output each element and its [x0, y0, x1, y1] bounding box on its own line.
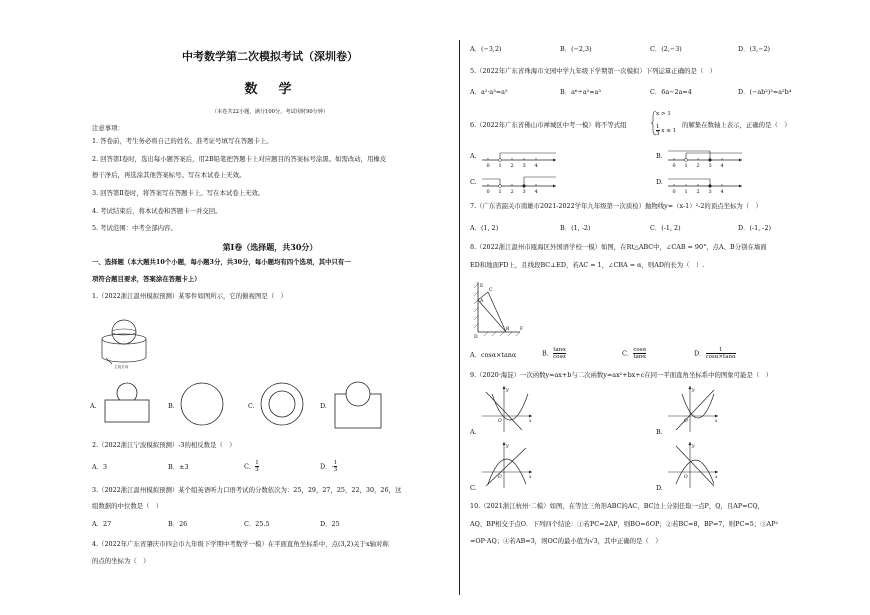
- q1-option-c[interactable]: C.: [248, 402, 255, 410]
- question-7-stem: 7.（广东省韶关市南雄市2021-2022学年九年级第一次质检）抛物线y=（x-1）²-2的顶点坐标为（ ）: [470, 202, 762, 210]
- q9-graph-a: [482, 386, 534, 434]
- tick-label: 4: [720, 189, 724, 195]
- label-a: A: [480, 299, 484, 304]
- tick-label: 0: [672, 163, 676, 169]
- q3-option-b[interactable]: B．26: [168, 520, 188, 528]
- fraction: [334, 460, 338, 473]
- note-item: 2. 回答第Ⅰ卷时，选出每小题答案后，用2B铅笔把答题卡上对应题目的答案标号涂黑。如需改动，用橡皮: [92, 155, 387, 163]
- axis-x-label: x: [529, 475, 532, 480]
- q2-option-c[interactable]: [244, 460, 259, 473]
- frac-num: 1: [333, 460, 338, 466]
- question-2-stem: 2.（2022浙江宁波模拟预测）-3的相反数是（ ）: [92, 441, 236, 449]
- tick-label: 3: [522, 163, 526, 169]
- q6-number-line-d: [668, 172, 744, 196]
- linear-graph: [676, 446, 714, 486]
- q8-option-c[interactable]: [622, 347, 646, 360]
- frac-den: 3: [656, 131, 660, 137]
- q1-option-a-figure: [102, 382, 152, 424]
- axis-x-label: x: [529, 419, 532, 424]
- q2-option-d[interactable]: [320, 460, 337, 473]
- question-10-stem-cont2: =OP·AQ；④若AB=3，则OC的最小值为√3，其中正确的是（ ）: [470, 537, 662, 545]
- question-8-stem-cont: ED和地面FD上，且线段BC⊥ED，若AC = 1，∠CBA = α，则AD的长为（ ）.: [470, 261, 705, 269]
- section-intro: 一、选择题（本大题共10个小题，每小题3分，共30分，每小题均有四个选项，其中只有一: [92, 258, 351, 266]
- frac-num: tanα: [553, 347, 566, 353]
- q8-wall-figure: [474, 278, 524, 338]
- exam-meta: （本卷共22小题，满分100分，考试用时90分钟）: [211, 109, 329, 115]
- label-b: B: [506, 327, 510, 332]
- q6-brace: [651, 110, 657, 136]
- axis-x-label: x: [715, 419, 718, 424]
- label-e: E: [480, 284, 484, 289]
- tick-label: 4: [534, 163, 538, 169]
- question-4-stem: 4.（2022年广东省肇庆市四会市九年级下学期中考数学一模）在平面直角坐标系中，点(3,2)关于x轴对称: [92, 540, 389, 548]
- q2-option-d-label: D．-: [320, 462, 334, 471]
- column-divider: [459, 40, 460, 595]
- frac-num: 1: [656, 124, 660, 130]
- tick-label: 2: [510, 163, 514, 169]
- question-6-stem: 6.（2022年广东省佛山市禅城区中考一模）将不等式组: [470, 121, 627, 129]
- fraction: [255, 460, 259, 473]
- tick-label: 2: [510, 189, 514, 195]
- label-c: C: [489, 288, 493, 293]
- axis-y-label: y: [506, 388, 509, 393]
- q6-option-a[interactable]: A.: [470, 152, 477, 160]
- tick-label: 1: [684, 189, 688, 195]
- origin-label: O: [684, 419, 688, 424]
- q4-option-a[interactable]: A．(−3,2): [470, 45, 502, 53]
- q9-graph-d: [668, 442, 720, 490]
- question-6-stem-cont: 的解集在数轴上表示，正确的是（ ）: [682, 121, 791, 129]
- q6-system-ineq: x ≤ 1: [661, 128, 677, 134]
- origin-label: O: [498, 419, 502, 424]
- q9-option-b[interactable]: B.: [656, 428, 663, 436]
- q6-system-line1: x > 1: [656, 111, 671, 117]
- q6-option-b[interactable]: B.: [656, 152, 663, 160]
- q6-system-line2: [656, 124, 676, 137]
- fraction: [553, 347, 566, 360]
- tick-label: 1: [684, 163, 688, 169]
- q3-option-d[interactable]: D．25: [320, 520, 340, 528]
- frac-den: cosα: [553, 354, 567, 360]
- q6-option-c[interactable]: C.: [470, 178, 477, 186]
- tick-label: 4: [534, 189, 538, 195]
- linear-graph: [486, 448, 526, 486]
- q6-number-line-b: [668, 146, 744, 170]
- exam-title: 中考数学第二次模拟考试（深圳卷）: [182, 50, 358, 63]
- frac-den: tanα: [633, 354, 647, 360]
- q5-option-b[interactable]: B．a⁶÷a²=a³: [560, 88, 601, 96]
- q9-graph-c: [482, 442, 534, 490]
- tick-label: 1: [498, 163, 502, 169]
- question-3-stem: 3.（2022浙江温州模拟预测）某个组英语听力口语考试的分数依次为：25，29，27，25，22，30，26，这: [92, 486, 402, 494]
- q3-option-c[interactable]: C．25.5: [244, 520, 270, 528]
- tick-label: 3: [708, 189, 712, 195]
- question-4-stem-cont: 的点的坐标为（ ）: [92, 557, 150, 565]
- question-10-stem-cont: AQ、BP相交于点O．下列四个结论：①若PC=2AP，则BO=6OP；②若BC=8，BP=7，则PC=5；③AP²: [470, 520, 779, 528]
- closed-dot: [709, 185, 712, 188]
- frac-num: 1: [706, 347, 736, 354]
- q8-option-d[interactable]: [694, 347, 736, 360]
- open-dot: [499, 159, 502, 162]
- axis-y-label: y: [506, 444, 509, 449]
- tick-label: 0: [672, 189, 676, 195]
- parabola-graph: [488, 459, 526, 484]
- q9-graph-b: [668, 386, 720, 434]
- q5-option-c[interactable]: C．6a−2a=4: [650, 88, 692, 96]
- q8-option-b[interactable]: [542, 347, 566, 360]
- frac-den: 3: [255, 467, 259, 473]
- tick-label: 1: [498, 189, 502, 195]
- q7-option-d[interactable]: D．(-1, -2): [738, 224, 772, 232]
- tick-label: 2: [696, 189, 700, 195]
- fraction: [633, 347, 646, 360]
- axis-y-label: y: [692, 388, 695, 393]
- parabola-graph: [682, 394, 714, 418]
- q9-option-a[interactable]: A.: [470, 428, 477, 436]
- q1-option-a[interactable]: A.: [90, 402, 97, 410]
- view-direction-label: 主视方向: [114, 365, 129, 369]
- note-item: 1. 答卷前，考生务必将自己的姓名、准考证号填写在答题卡上。: [92, 137, 273, 145]
- q9-option-c[interactable]: C.: [470, 484, 477, 492]
- q4-option-c[interactable]: C．(2,−3): [650, 45, 682, 53]
- linear-graph: [676, 390, 714, 430]
- tick-label: 2: [696, 163, 700, 169]
- q1-option-d[interactable]: D.: [320, 402, 327, 410]
- q2-option-b[interactable]: B．±3: [168, 463, 189, 471]
- subject-title: 数 学: [244, 82, 296, 97]
- q6-number-line-c: [482, 172, 558, 196]
- question-1-stem: 1.（2022浙江温州模拟预测）某零件如图所示，它的俯视图是（ ）: [92, 292, 287, 300]
- section-heading: 第Ⅰ卷（选择题，共30分）: [222, 242, 318, 252]
- frac-den: 3: [333, 467, 338, 473]
- note-item: 4. 考试结束后，将本试卷和答题卡一并交回。: [92, 207, 222, 215]
- origin-label: O: [498, 475, 502, 480]
- q3-option-a[interactable]: A．27: [92, 520, 112, 528]
- closed-dot: [709, 159, 712, 162]
- q1-option-c-figure: [260, 382, 304, 426]
- q4-option-b[interactable]: B．(−2,3): [560, 45, 592, 53]
- question-3-stem-cont: 组数据的中位数是（ ）: [92, 502, 163, 510]
- label-d: D: [474, 335, 478, 340]
- open-dot: [685, 159, 688, 162]
- q5-option-a[interactable]: A．a²·a³=a⁵: [470, 88, 508, 96]
- fraction: [706, 347, 736, 360]
- q5-option-d[interactable]: D．(−ab²)²=a²b⁴: [738, 88, 792, 96]
- q1-option-b-figure: [180, 382, 224, 426]
- q1-option-d-figure: [332, 380, 384, 430]
- question-9-stem: 9.（2020·海淀）一次函数y=ax+b与二次函数y=ax²+bx+c在同一平面直角坐标系中的图象可能是（ ）: [470, 371, 773, 379]
- q7-option-a[interactable]: A．(1, 2): [470, 224, 499, 232]
- q8-option-a[interactable]: A．cosα×tanα: [470, 351, 517, 359]
- frac-num: 1: [255, 460, 259, 466]
- q2-option-a[interactable]: A．3: [92, 463, 108, 471]
- frac-den: cosα×tanα: [705, 354, 736, 360]
- origin-label: O: [684, 475, 688, 480]
- section-intro: 项符合题目要求，答案涂在答题卡上）: [92, 275, 201, 283]
- label-f: F: [520, 327, 524, 332]
- q7-option-c[interactable]: C．(-1, 2): [650, 224, 681, 232]
- question-8-stem: 8.（2022浙江温州市瓯海区外国语学校一模）如图，在Rt△ABC中，∠CAB = 90°，点A、B分别在墙面: [470, 243, 767, 251]
- tick-label: 3: [708, 163, 712, 169]
- q9-option-d[interactable]: D.: [656, 484, 663, 492]
- frac-num: cosα: [633, 347, 647, 353]
- q4-option-d[interactable]: D．(3,−2): [738, 45, 771, 53]
- closed-dot: [523, 185, 526, 188]
- open-dot: [499, 185, 502, 188]
- axis-y-label: y: [692, 444, 695, 449]
- note-item: 擦干净后，再选涂其他答案标号。写在本试卷上无效。: [92, 171, 246, 179]
- notes-heading: 注意事项：: [92, 124, 124, 132]
- tick-label: 3: [522, 189, 526, 195]
- tick-label: 0: [486, 189, 490, 195]
- q6-option-d[interactable]: D.: [656, 178, 663, 186]
- tick-label: 0: [486, 163, 490, 169]
- q1-option-b[interactable]: B.: [168, 402, 175, 410]
- note-item: 5. 考试范围：中考全部内容。: [92, 224, 177, 232]
- q1-solid-figure: [96, 312, 156, 372]
- note-item: 3. 回答第Ⅱ卷时，将答案写在答题卡上。写在本试卷上无效。: [92, 189, 265, 197]
- q2-option-c-label: C．: [244, 462, 256, 471]
- q8-option-b-label: B．: [542, 349, 554, 358]
- axis-x-label: x: [715, 475, 718, 480]
- tick-label: 4: [720, 163, 724, 169]
- q8-option-d-label: D．: [694, 349, 706, 358]
- q8-option-c-label: C．: [622, 349, 634, 358]
- q6-number-line-a: [482, 146, 558, 170]
- question-10-stem: 10.（2021浙江杭州·二模）如图，在等边三角形ABC的AC，BC边上分别任取一点P，Q，且AP=CQ，: [470, 502, 765, 510]
- q7-option-b[interactable]: B．(1, -2): [560, 224, 591, 232]
- question-5-stem: 5.（2022年广东省珠海市文园中学九年级下学期第一次模拟）下列运算正确的是（ ）: [470, 67, 717, 75]
